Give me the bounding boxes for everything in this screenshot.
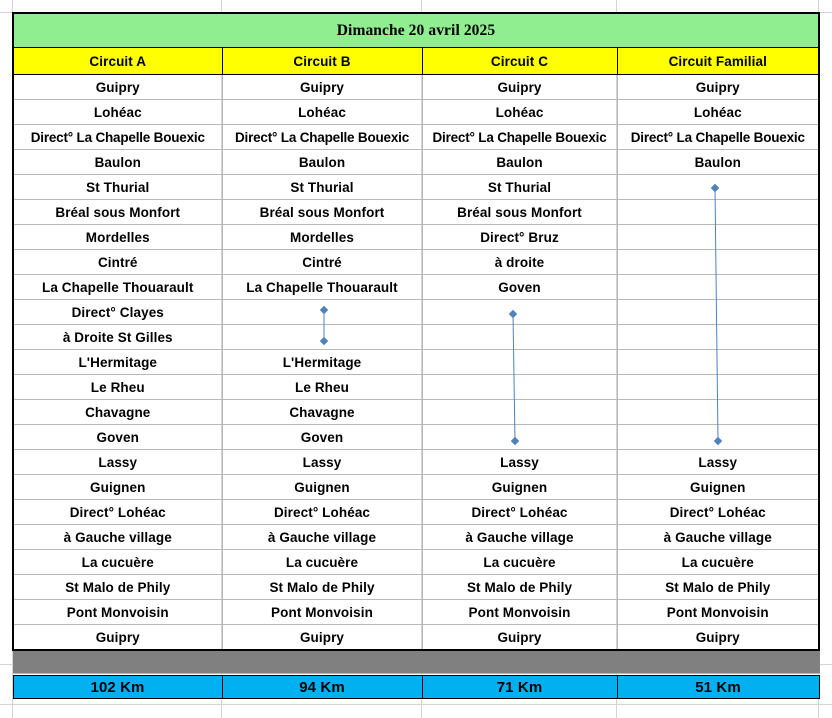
cell-stop[interactable] <box>617 400 819 425</box>
cell-stop[interactable]: Guipry <box>422 75 617 100</box>
table-row <box>13 150 819 175</box>
cell-stop[interactable]: St Malo de Phily <box>422 575 617 600</box>
cell-stop[interactable]: Goven <box>422 275 617 300</box>
cell-stop[interactable]: Guignen <box>617 475 819 500</box>
table-row <box>13 475 819 500</box>
table-row <box>13 325 819 350</box>
cell-stop[interactable] <box>422 325 617 350</box>
separator-row <box>13 650 819 674</box>
cell-stop[interactable]: St Malo de Phily <box>617 575 819 600</box>
cell-stop[interactable] <box>422 375 617 400</box>
header-circuit-familial[interactable]: Circuit Familial <box>617 48 819 75</box>
cell-stop[interactable] <box>617 175 819 200</box>
cell-stop[interactable]: Direct° Lohéac <box>13 500 222 525</box>
cell-stop[interactable]: Goven <box>222 425 422 450</box>
header-circuit-c[interactable]: Circuit C <box>422 48 617 75</box>
cell-stop[interactable]: St Malo de Phily <box>13 575 222 600</box>
cell-stop[interactable]: La cucuère <box>617 550 819 575</box>
cell-stop[interactable]: Lohéac <box>422 100 617 125</box>
cell-stop[interactable]: Le Rheu <box>222 375 422 400</box>
cell-stop[interactable] <box>422 350 617 375</box>
cell-stop[interactable]: Direct° Clayes <box>13 300 222 325</box>
cell-stop[interactable]: Cintré <box>13 250 222 275</box>
cell-stop[interactable]: Lassy <box>222 450 422 475</box>
table-row <box>13 100 819 125</box>
cell-stop[interactable]: Guipry <box>13 75 222 100</box>
table-row <box>13 400 819 425</box>
cell-stop[interactable]: Direct° Bruz <box>422 225 617 250</box>
separator-cell[interactable] <box>422 650 617 674</box>
table-row <box>13 525 819 550</box>
cell-stop[interactable]: St Malo de Phily <box>222 575 422 600</box>
table-row <box>13 450 819 475</box>
cell-stop[interactable]: Pont Monvoisin <box>13 600 222 625</box>
title-row <box>13 13 819 48</box>
cell-stop[interactable] <box>617 425 819 450</box>
table-row <box>13 600 819 625</box>
table-row <box>13 500 819 525</box>
cell-stop[interactable]: à Gauche village <box>13 525 222 550</box>
cell-stop[interactable]: Direct° Lohéac <box>422 500 617 525</box>
cell-stop[interactable] <box>617 350 819 375</box>
cell-stop[interactable] <box>422 400 617 425</box>
total-distance[interactable]: 102 Km <box>13 676 222 699</box>
header-row <box>13 48 819 75</box>
cell-stop[interactable]: à Gauche village <box>617 525 819 550</box>
table-row <box>13 275 819 300</box>
cell-stop[interactable]: Cintré <box>222 250 422 275</box>
cell-stop[interactable]: Direct° La Chapelle Bouexic <box>222 125 422 150</box>
total-distance[interactable]: 94 Km <box>222 676 422 699</box>
table-row <box>13 250 819 275</box>
cell-stop[interactable]: à Gauche village <box>422 525 617 550</box>
cell-stop[interactable]: Guipry <box>617 625 819 651</box>
cell-stop[interactable]: Goven <box>13 425 222 450</box>
cell-stop[interactable]: Baulon <box>617 150 819 175</box>
table-row <box>13 350 819 375</box>
cell-stop[interactable]: Lassy <box>422 450 617 475</box>
cell-stop[interactable]: Lassy <box>13 450 222 475</box>
cell-stop[interactable]: Direct° Lohéac <box>222 500 422 525</box>
cell-stop[interactable]: La Chapelle Thouarault <box>222 275 422 300</box>
table-row <box>13 425 819 450</box>
table-row <box>13 625 819 651</box>
cell-stop[interactable] <box>617 325 819 350</box>
separator-cell[interactable] <box>222 650 422 674</box>
header-circuit-a[interactable]: Circuit A <box>13 48 222 75</box>
cell-stop[interactable] <box>617 250 819 275</box>
cell-stop[interactable]: L'Hermitage <box>222 350 422 375</box>
cell-stop[interactable]: St Thurial <box>422 175 617 200</box>
cell-stop[interactable]: St Thurial <box>13 175 222 200</box>
cell-stop[interactable]: à droite <box>422 250 617 275</box>
table-row <box>13 75 819 100</box>
cell-stop[interactable]: Pont Monvoisin <box>617 600 819 625</box>
cell-stop[interactable]: Guipry <box>222 75 422 100</box>
cell-stop[interactable]: Direct° Lohéac <box>617 500 819 525</box>
cell-stop[interactable]: La cucuère <box>222 550 422 575</box>
separator-cell[interactable] <box>13 650 222 674</box>
cell-stop[interactable]: Mordelles <box>13 225 222 250</box>
table-row <box>13 175 819 200</box>
cell-stop[interactable]: à Gauche village <box>222 525 422 550</box>
cell-stop[interactable]: Baulon <box>13 150 222 175</box>
cell-stop[interactable]: Lohéac <box>222 100 422 125</box>
cell-stop[interactable]: Baulon <box>222 150 422 175</box>
cell-stop[interactable] <box>422 425 617 450</box>
cell-stop[interactable] <box>617 300 819 325</box>
cell-stop[interactable]: Direct° La Chapelle Bouexic <box>422 125 617 150</box>
cell-stop[interactable]: Bréal sous Monfort <box>13 200 222 225</box>
cell-stop[interactable] <box>222 300 422 325</box>
cell-stop[interactable]: Mordelles <box>222 225 422 250</box>
table-row <box>13 200 819 225</box>
table-row <box>13 575 819 600</box>
cell-stop[interactable]: Guignen <box>13 475 222 500</box>
cell-stop[interactable]: L'Hermitage <box>13 350 222 375</box>
cell-stop[interactable]: Guipry <box>617 75 819 100</box>
table-row <box>13 125 819 150</box>
cell-stop[interactable] <box>222 325 422 350</box>
cell-stop[interactable]: Lohéac <box>13 100 222 125</box>
cell-stop[interactable]: Lohéac <box>617 100 819 125</box>
cell-stop[interactable]: Pont Monvoisin <box>422 600 617 625</box>
cell-stop[interactable]: Pont Monvoisin <box>222 600 422 625</box>
cell-stop[interactable]: Guipry <box>222 625 422 651</box>
cell-stop[interactable] <box>422 300 617 325</box>
cell-stop[interactable] <box>617 200 819 225</box>
cell-stop[interactable]: Direct° La Chapelle Bouexic <box>13 125 222 150</box>
total-distance[interactable]: 71 Km <box>422 676 617 699</box>
separator-cell[interactable] <box>617 650 819 674</box>
total-distance[interactable]: 51 Km <box>617 676 819 699</box>
table-row <box>13 550 819 575</box>
cell-stop[interactable]: Chavagne <box>13 400 222 425</box>
cell-stop[interactable]: La cucuère <box>13 550 222 575</box>
cell-stop[interactable] <box>617 225 819 250</box>
table-row <box>13 300 819 325</box>
cell-stop[interactable]: Lassy <box>617 450 819 475</box>
cell-stop[interactable] <box>617 375 819 400</box>
cell-stop[interactable]: Baulon <box>422 150 617 175</box>
table-row <box>13 225 819 250</box>
table-row <box>13 375 819 400</box>
cell-stop[interactable] <box>617 275 819 300</box>
cell-stop[interactable]: à Droite St Gilles <box>13 325 222 350</box>
cell-stop[interactable]: Chavagne <box>222 400 422 425</box>
cell-stop[interactable]: Guignen <box>422 475 617 500</box>
cell-stop[interactable]: Guignen <box>222 475 422 500</box>
cell-stop[interactable]: La cucuère <box>422 550 617 575</box>
header-circuit-b[interactable]: Circuit B <box>222 48 422 75</box>
cell-stop[interactable]: La Chapelle Thouarault <box>13 275 222 300</box>
circuit-table <box>12 12 820 699</box>
cell-stop[interactable]: Bréal sous Monfort <box>222 200 422 225</box>
cell-stop[interactable]: St Thurial <box>222 175 422 200</box>
totals-row <box>13 676 819 699</box>
cell-stop[interactable]: Guipry <box>13 625 222 651</box>
cell-stop[interactable]: Bréal sous Monfort <box>422 200 617 225</box>
cell-stop[interactable]: Guipry <box>422 625 617 651</box>
sheet-title[interactable]: Dimanche 20 avril 2025 <box>13 13 819 48</box>
cell-stop[interactable]: Direct° La Chapelle Bouexic <box>617 125 819 150</box>
cell-stop[interactable]: Le Rheu <box>13 375 222 400</box>
